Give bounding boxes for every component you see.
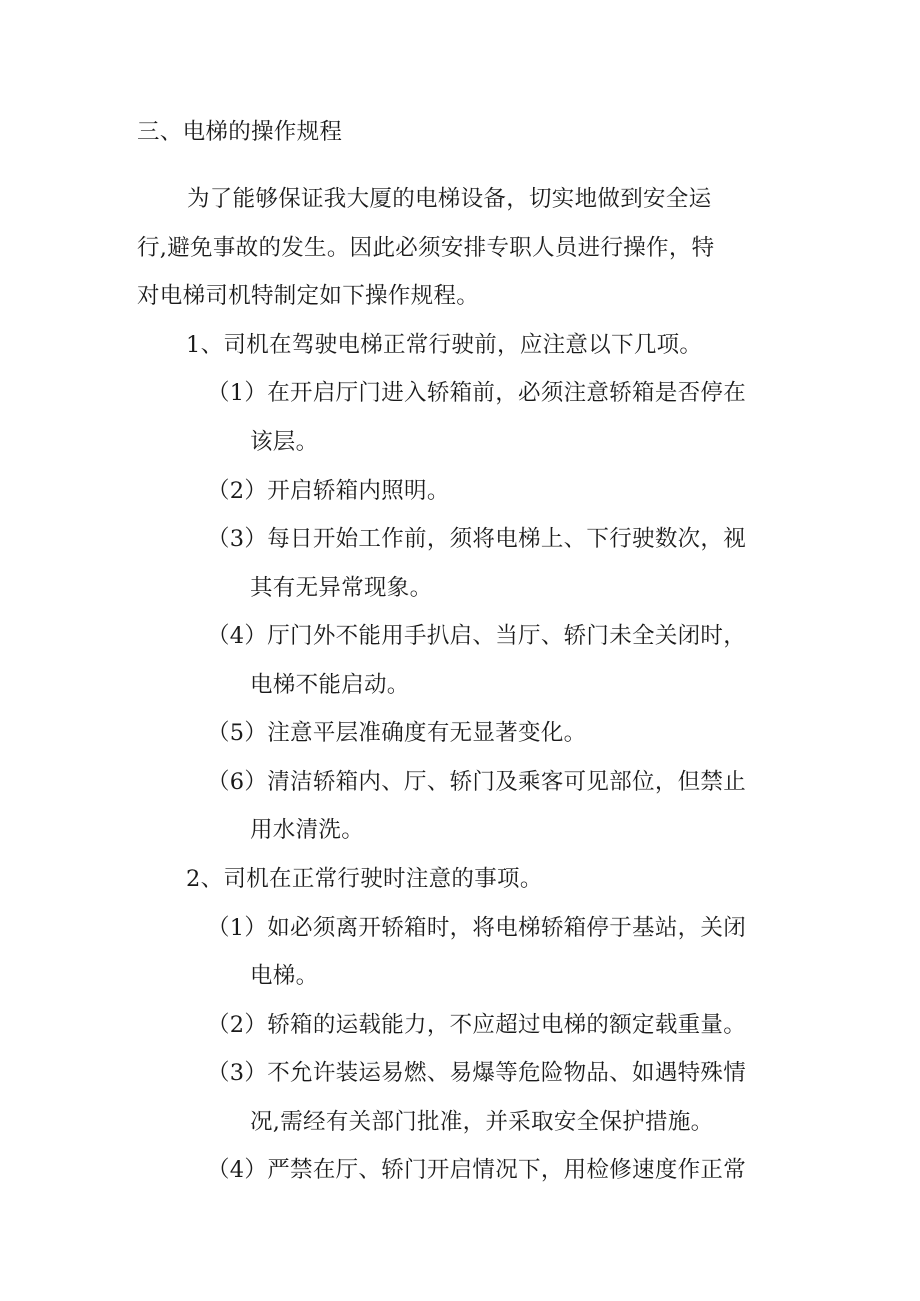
list-item-1-4-line-1: （4）厅门外不能用手扒启、当厅、轿门未全关闭时， [207,623,747,649]
list-item-1-6-line-1: （6）清洁轿箱内、厅、轿门及乘客可见部位，但禁止 [207,769,747,795]
list-item-1-5-line-1: （5）注意平层准确度有无显著变化。 [207,720,587,746]
section-2-title: 2、司机在正常行驶时注意的事项。 [186,866,543,892]
intro-paragraph-line-3: 对电梯司机特制定如下操作规程。 [137,283,480,309]
list-item-1-1-line-2: 该层。 [250,429,319,455]
intro-paragraph-line-2: 行,避免事故的发生。因此必须安排专职人员进行操作，特 [137,235,715,261]
list-item-2-1-line-2: 电梯。 [250,963,319,989]
list-item-1-3-line-2: 其有无异常现象。 [250,575,433,601]
list-item-1-3-line-1: （3）每日开始工作前，须将电梯上、下行驶数次，视 [207,526,747,552]
section-1-title: 1、司机在驾驶电梯正常行驶前，应注意以下几项。 [186,332,703,358]
section-heading: 三、电梯的操作规程 [137,119,343,145]
list-item-1-1-line-1: （1）在开启厅门进入轿箱前，必须注意轿箱是否停在 [207,380,747,406]
list-item-2-3-line-2: 况,需经有关部门批准，并采取安全保护措施。 [250,1109,714,1135]
list-item-2-2-line-1: （2）轿箱的运载能力，不应超过电梯的额定载重量。 [207,1012,747,1038]
list-item-1-4-line-2: 电梯不能启动。 [250,672,410,698]
list-item-1-2-line-1: （2）开启轿箱内照明。 [207,478,450,504]
list-item-2-3-line-1: （3）不允许装运易燃、易爆等危险物品、如遇特殊情 [207,1060,747,1086]
list-item-2-4-line-1: （4）严禁在厅、轿门开启情况下，用检修速度作正常 [207,1157,747,1183]
list-item-1-6-line-2: 用水清洗。 [250,817,365,843]
list-item-2-1-line-1: （1）如必须离开轿箱时，将电梯轿箱停于基站，关闭 [207,915,747,941]
intro-paragraph-line-1: 为了能够保证我大厦的电梯设备，切实地做到安全运 [187,186,712,212]
